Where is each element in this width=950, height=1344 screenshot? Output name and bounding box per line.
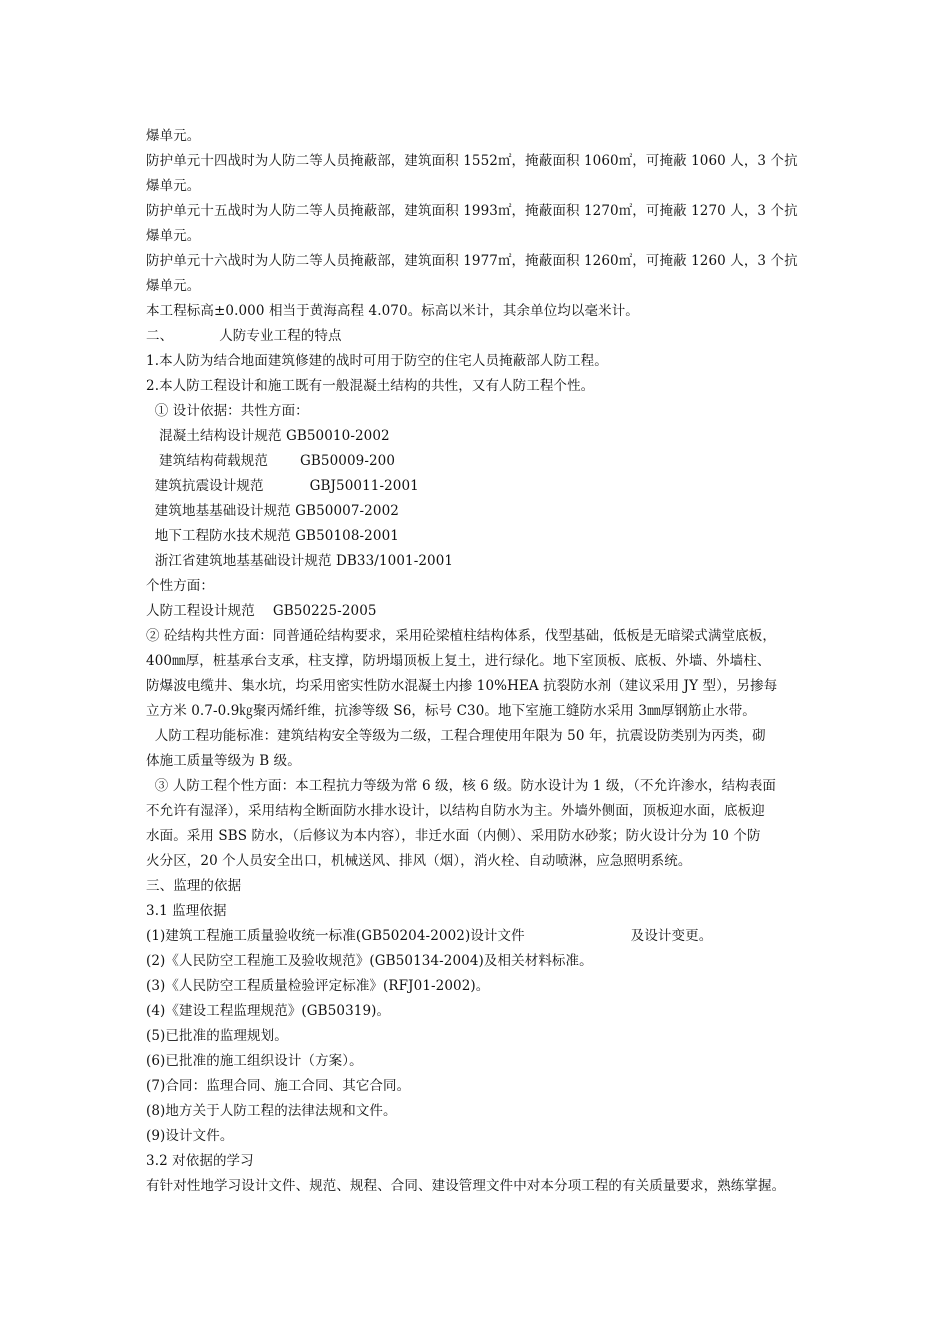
text-line: 火分区，20 个人员安全出口，机械送风、排风（烟），消火栓、自动喷淋，应急照明系统。 <box>146 853 692 869</box>
standard-name: 人防工程设计规范 <box>146 603 255 619</box>
text-line: ① 设计依据：共性方面： <box>146 403 309 419</box>
text-line: 有针对性地学习设计文件、规范、规程、合同、建设管理文件中对本分项工程的有关质量要求，熟练掌握。 <box>146 1178 786 1194</box>
subsection-heading: 3.2 对依据的学习 <box>146 1153 254 1169</box>
list-item: (4)《建设工程监理规范》(GB50319)。 <box>146 1003 391 1019</box>
list-item: (3)《人民防空工程质量检验评定标准》(RFJ01-2002)。 <box>146 978 490 994</box>
text-line: 2.本人防工程设计和施工既有一般混凝土结构的共性，又有人防工程个性。 <box>146 378 595 394</box>
text-line: 不允许有湿泽），采用结构全断面防水排水设计，以结构自防水为主。外墙外侧面，顶板迎水面，底板迎 <box>146 803 765 819</box>
text-line: 爆单元。 <box>146 178 201 194</box>
standard-line: 建筑地基基础设计规范 GB50007-2002 <box>146 503 399 519</box>
list-item-tail: 及设计变更。 <box>630 928 713 944</box>
list-item: (7)合同：监理合同、施工合同、其它合同。 <box>146 1078 411 1094</box>
standard-code: GB50009-200 <box>299 453 396 469</box>
standard-line <box>146 602 826 620</box>
standard-line: 地下工程防水技术规范 GB50108-2001 <box>146 528 399 544</box>
list-item: (9)设计文件。 <box>146 1128 234 1144</box>
text-line: 防护单元十五战时为人防二等人员掩蔽部，建筑面积 1993㎡，掩蔽面积 1270㎡，可掩蔽 1270 人，3 个抗 <box>146 203 798 219</box>
list-item: (6)已批准的施工组织设计（方案）。 <box>146 1053 363 1069</box>
standard-code: GB50225-2005 <box>272 603 377 619</box>
text-line: 本工程标高±0.000 相当于黄海高程 4.070。标高以米计，其余单位均以毫米计。 <box>146 303 639 319</box>
text-line: 1.本人防为结合地面建筑修建的战时可用于防空的住宅人员掩蔽部人防工程。 <box>146 353 608 369</box>
list-item: (8)地方关于人防工程的法律法规和文件。 <box>146 1103 397 1119</box>
list-item: (2)《人民防空工程施工及验收规范》(GB50134-2004)及相关材料标准。 <box>146 953 593 969</box>
text-line: 爆单元。 <box>146 278 201 294</box>
list-item <box>146 927 826 945</box>
text-line: 防护单元十四战时为人防二等人员掩蔽部，建筑面积 1552㎡，掩蔽面积 1060㎡，可掩蔽 1060 人，3 个抗 <box>146 153 798 169</box>
section-heading <box>146 327 826 345</box>
section-title: 人防专业工程的特点 <box>219 328 342 344</box>
text-line: 体施工质量等级为 B 级。 <box>146 753 301 769</box>
section-heading: 三、监理的依据 <box>146 878 242 894</box>
section-number: 二、 <box>146 328 174 344</box>
text-line: 立方米 0.7-0.9㎏聚丙烯纤维，抗渗等级 S6，标号 C30。地下室施工缝防水采用 3㎜厚钢筋止水带。 <box>146 703 756 719</box>
standard-line <box>146 452 826 470</box>
text-line: 人防工程功能标准：建筑结构安全等级为二级，工程合理使用年限为 50 年，抗震设防类别为丙类，砌 <box>146 728 766 744</box>
standard-line <box>146 477 826 495</box>
standard-code: GBJ50011-2001 <box>309 478 419 494</box>
text-line: ② 砼结构共性方面：同普通砼结构要求，采用砼梁植柱结构体系，伐型基础，低板是无暗梁式满堂底板， <box>146 628 776 644</box>
list-item: (5)已批准的监理规划。 <box>146 1028 288 1044</box>
standard-line: 混凝土结构设计规范 GB50010-2002 <box>146 428 390 444</box>
text-line: 爆单元。 <box>146 128 201 144</box>
text-line: 爆单元。 <box>146 228 201 244</box>
standard-name: 建筑抗震设计规范 <box>146 478 264 494</box>
text-line: 防护单元十六战时为人防二等人员掩蔽部，建筑面积 1977㎡，掩蔽面积 1260㎡，可掩蔽 1260 人，3 个抗 <box>146 253 798 269</box>
standard-name: 建筑结构荷载规范 <box>146 453 268 469</box>
text-line: 400㎜厚，桩基承台支承，柱支撑，防坍塌顶板上复土，进行绿化。地下室顶板、底板、外墙、外墙柱、 <box>146 653 771 669</box>
text-line: ③ 人防工程个性方面：本工程抗力等级为常 6 级，核 6 级。防水设计为 1 级，（不允许渗水，结构表面 <box>146 778 777 794</box>
subsection-heading: 3.1 监理依据 <box>146 903 227 919</box>
list-item-text: (1)建筑工程施工质量验收统一标准(GB50204-2002)设计文件 <box>146 928 525 944</box>
text-line: 防爆波电缆井、集水坑，均采用密实性防水混凝土内掺 10%HEA 抗裂防水剂（建议采用 JY 型），另掺每 <box>146 678 778 694</box>
text-line: 个性方面： <box>146 578 214 594</box>
text-line: 水面。采用 SBS 防水，（后修议为本内容），非迁水面（内侧）、采用防水砂浆；防火设计分为 10 个防 <box>146 828 761 844</box>
standard-line: 浙江省建筑地基基础设计规范 DB33/1001-2001 <box>146 553 454 569</box>
